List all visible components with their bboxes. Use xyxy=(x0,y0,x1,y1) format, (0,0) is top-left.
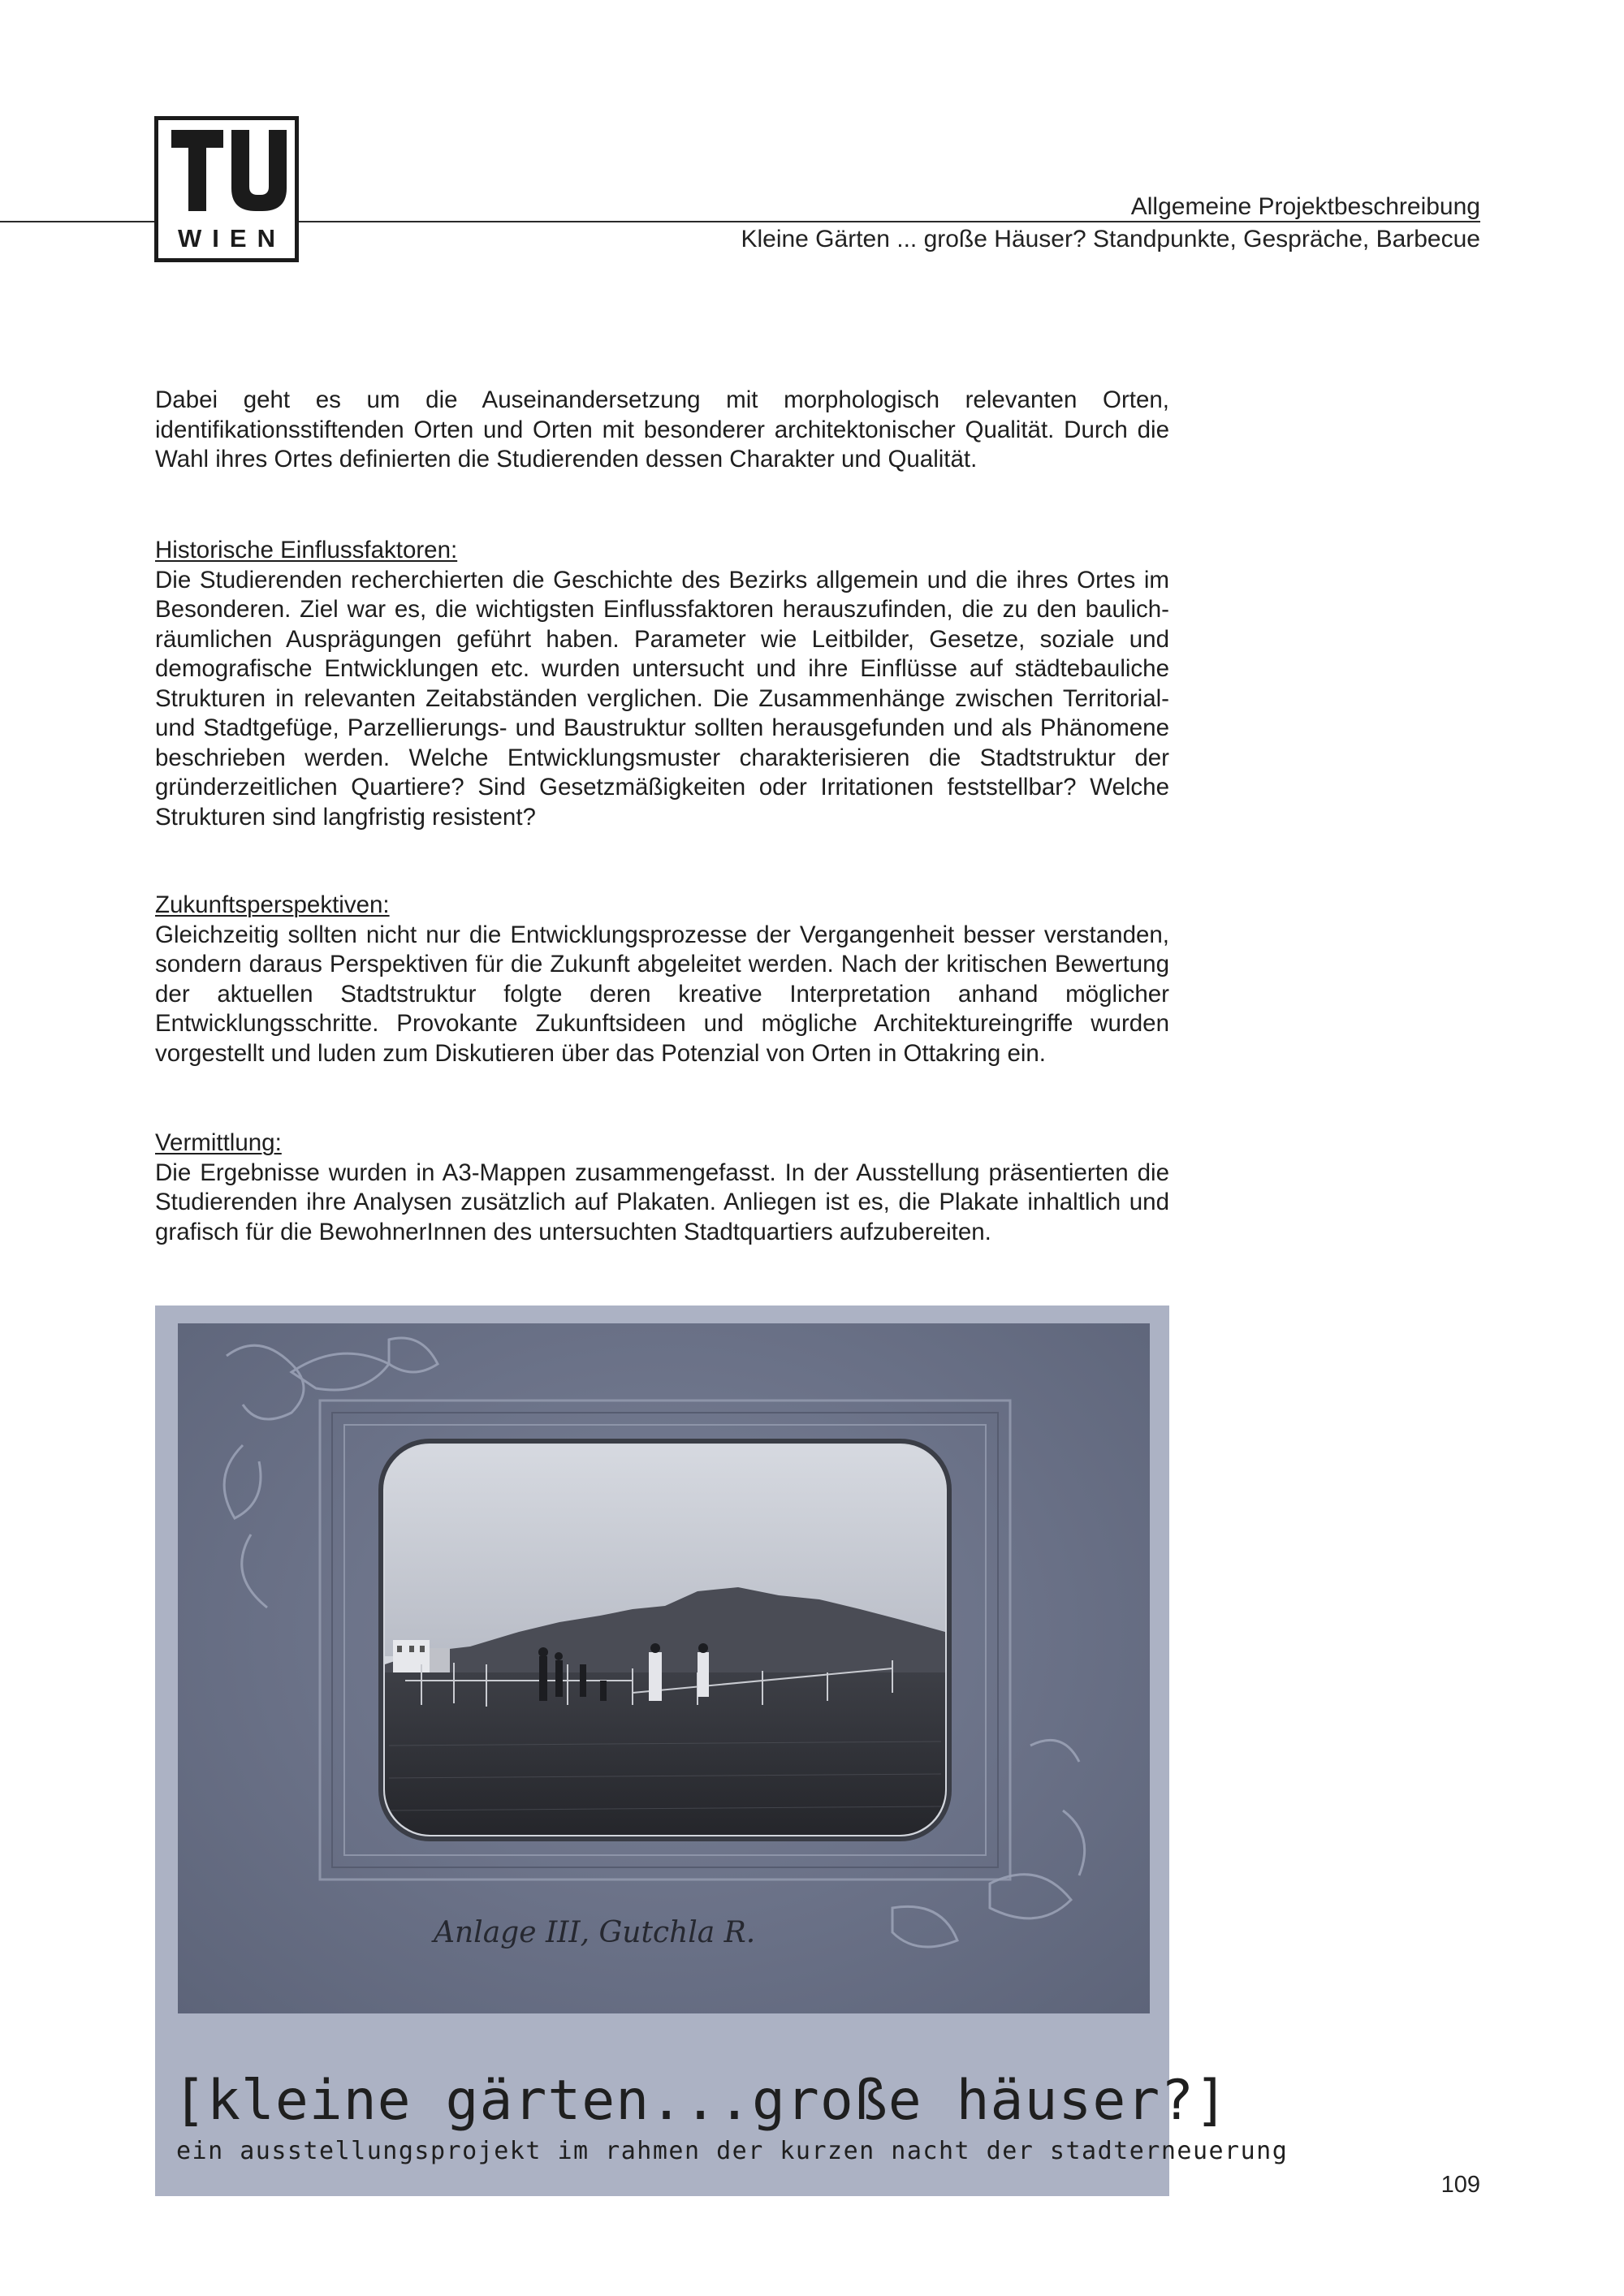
intro-section xyxy=(155,386,1169,475)
logo-wien-text: WIEN xyxy=(178,224,286,252)
running-header xyxy=(741,193,1480,253)
media-paragraph: Die Ergebnisse wurden in A3-Mappen zusammengefasst. In der Ausstellung präsentierten die Studierenden ihre Analysen zusätzlich auf Plakaten. Anliegen ist es, die Plakate inhaltlich und grafisch für die BewohnerInnen des untersuchten Stadtquartiers aufzubereiten. xyxy=(155,1159,1169,1245)
embossed-frame-photo-image xyxy=(178,1323,1150,2013)
header-project-title: Kleine Gärten ... große Häuser? Standpunkte, Gespräche, Barbecue xyxy=(741,226,1480,252)
photo-caption-text: Anlage III, Gutchla R. xyxy=(434,1916,756,1949)
future-paragraph: Gleichzeitig sollten nicht nur die Entwicklungsprozesse der Vergangenheit besser verstanden, sondern daraus Perspektiven für die Zukunft abgeleitet werden. Nach der kritischen Bewertung der aktuellen Stadtstruktur folgte deren kreative Interpretation anhand möglicher Entwicklungsschritte. Provokante Zukunftsideen und mögliche Architektureingriffe wurden vorgestellt und luden zum Diskutieren über das Potenzial von Orten in Ottakring ein. xyxy=(155,921,1169,1067)
header-section-title: Allgemeine Projektbeschreibung xyxy=(1130,193,1480,220)
historic-paragraph: Die Studierenden recherchierten die Geschichte des Bezirks allgemein und die ihres Ortes im Besonderen. Ziel war es, die wichtigsten Einflussfaktoren herauszufinden, die zu den baulich-räumlichen Ausprägungen geführt haben. Parameter wie Leitbilder, Gesetze, soziale und demografische Entwicklungen etc. wurden untersucht und ihre Einflüsse auf städtebauliche Strukturen in relevanten Zeitabständen verglichen. Die Zusammenhänge zwischen Territorial- und Stadtgefüge, Parzellierungs- und Baustruktur sollten herausgefunden und als Phänomene beschrieben werden. Welche Entwicklungsmuster charakterisieren die Stadtstruktur der gründerzeitlichen Quartiere? Sind Gesetzmäßigkeiten oder Irritationen feststellbar? Welche Strukturen sind langfristig resistent? xyxy=(155,566,1169,831)
exhibition-poster xyxy=(155,1306,1289,2196)
future-section xyxy=(155,891,1169,1068)
historic-section xyxy=(155,536,1169,832)
historic-heading: Historische Einflussfaktoren: xyxy=(155,537,458,563)
media-heading: Vermittlung: xyxy=(155,1129,282,1156)
intro-paragraph: Dabei geht es um die Auseinandersetzung mit morphologisch relevanten Orten, identifikationsstiftenden Orten und Orten mit besonderer architektonischer Qualität. Durch die Wahl ihres Ortes definierten die Studierenden dessen Charakter und Qualität. xyxy=(155,386,1169,473)
tu-letters-icon xyxy=(166,127,288,218)
tu-wien-logo xyxy=(154,116,299,262)
historic-photo xyxy=(178,1323,1150,2013)
poster-subtitle: ein ausstellungsprojekt im rahmen der kurzen nacht der stadterneuerung xyxy=(176,2137,1289,2165)
poster-title: [kleine gärten...große häuser?] xyxy=(173,2069,1229,2133)
media-section xyxy=(155,1129,1169,1247)
future-heading: Zukunftsperspektiven: xyxy=(155,891,390,918)
page-number: 109 xyxy=(1440,2172,1480,2198)
